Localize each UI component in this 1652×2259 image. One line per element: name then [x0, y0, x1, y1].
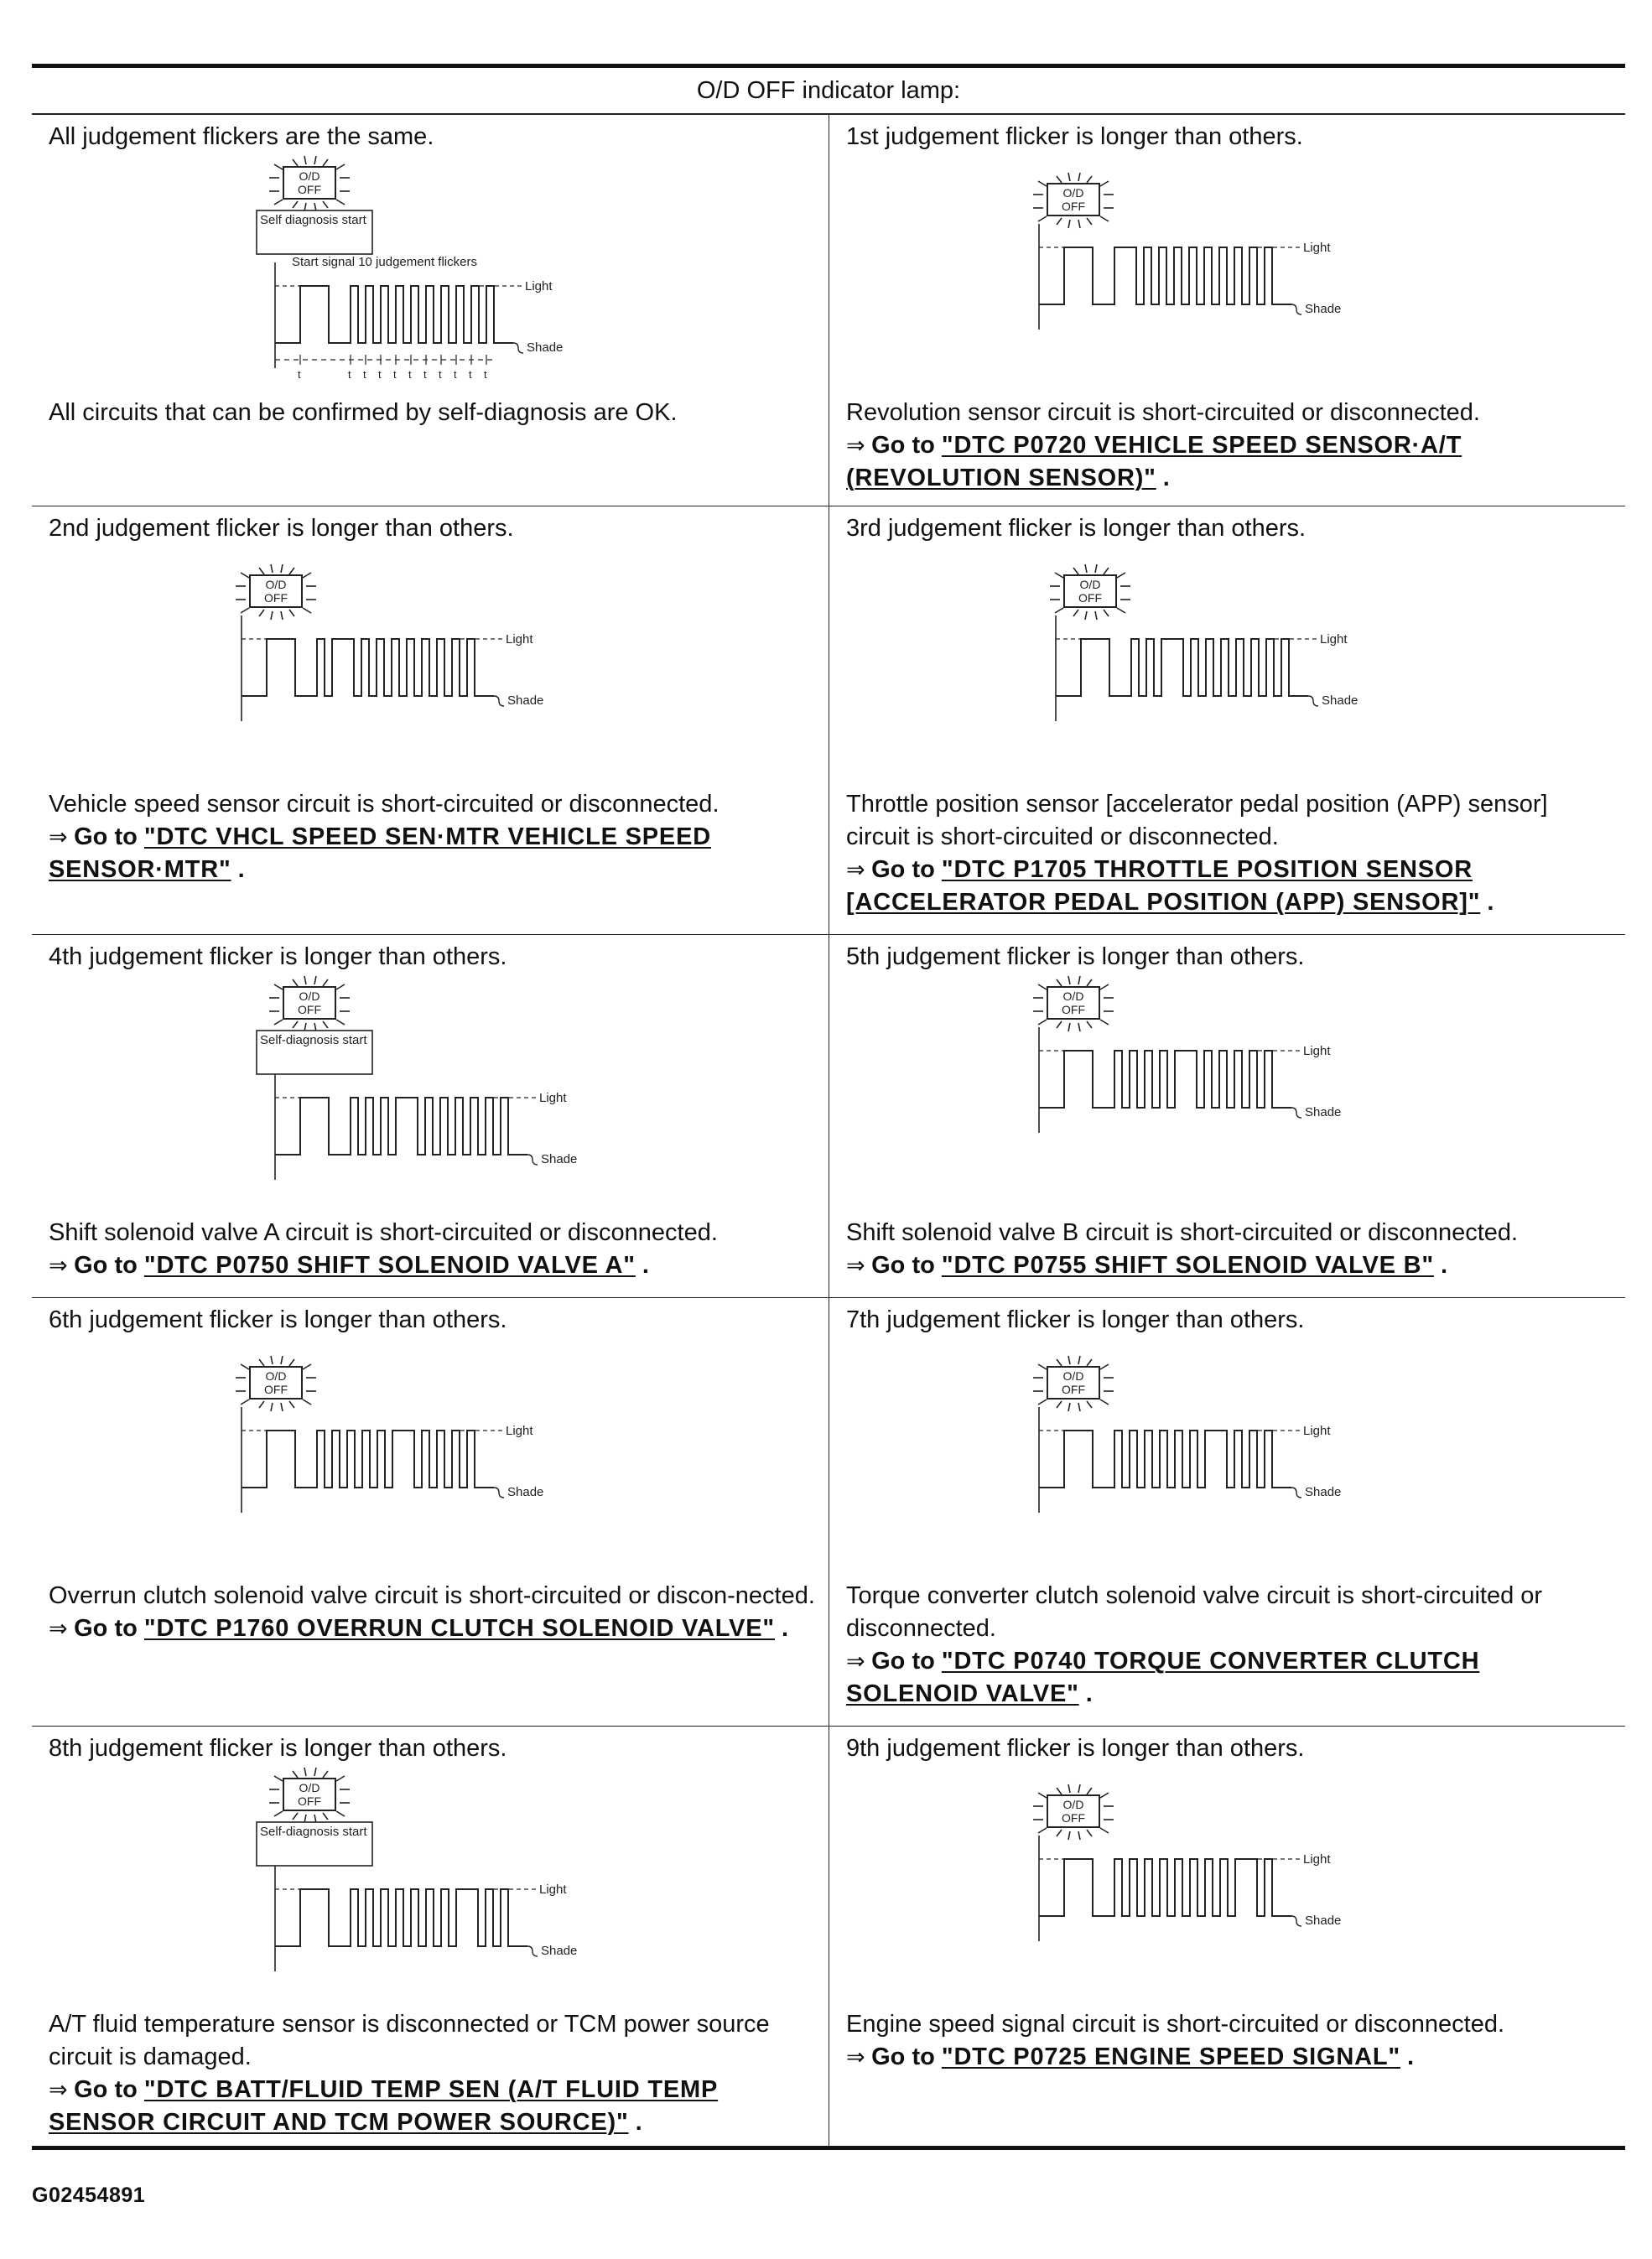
light-label: Light [506, 632, 533, 647]
light-label: Light [1303, 1044, 1331, 1058]
diagram-area [846, 153, 1613, 397]
self-diagnosis-note [257, 1031, 372, 1074]
flicker-diagram [846, 1765, 1342, 2008]
time-tick-label: t [439, 368, 442, 381]
flicker-diagram [846, 974, 1342, 1217]
cell-result: Vehicle speed sensor circuit is short-circuited or disconnected. [49, 791, 720, 818]
flicker-waveform [1039, 1859, 1291, 1916]
diagnosis-cell [32, 115, 829, 436]
arrow-icon: ⇒ [846, 2044, 872, 2069]
arrow-icon: ⇒ [49, 1616, 75, 1641]
goto-line [846, 854, 1613, 919]
lamp-icon [1033, 1784, 1114, 1840]
goto-suffix: . [1487, 889, 1494, 916]
diagram-area [49, 974, 817, 1217]
diagnosis-cell [32, 1727, 829, 2146]
cell-heading: 7th judgement flicker is longer than others. [846, 1306, 1305, 1333]
shade-label: Shade [507, 693, 544, 708]
diagnosis-cell [829, 1298, 1625, 1717]
diagram-area [49, 153, 817, 397]
cell-result: All circuits that can be confirmed by self-diagnosis are OK. [49, 399, 678, 426]
goto-suffix: . [1162, 465, 1170, 491]
flicker-diagram [846, 153, 1342, 397]
diagnosis-cell [32, 1298, 829, 1652]
lamp-icon [1033, 173, 1114, 228]
flicker-waveform [1039, 247, 1291, 304]
dtc-link[interactable]: "DTC P0725 ENGINE SPEED SIGNAL" [941, 2043, 1400, 2070]
table-cell [32, 114, 829, 506]
lamp-label-bottom: OFF [264, 1383, 288, 1396]
table-header-row [32, 66, 1625, 115]
diagnosis-cell [32, 506, 829, 893]
arrow-icon: ⇒ [49, 2077, 75, 2102]
diagnosis-cell [829, 506, 1625, 926]
table-row [32, 506, 1625, 935]
flicker-waveform [242, 639, 494, 696]
goto-suffix: . [782, 1615, 789, 1642]
diagram-area [49, 1765, 817, 2008]
table-row [32, 1727, 1625, 2148]
lamp-label-bottom: OFF [1062, 1003, 1085, 1016]
shade-label: Shade [1305, 1914, 1342, 1928]
flicker-waveform [275, 1889, 527, 1946]
shade-label: Shade [1305, 302, 1342, 316]
lamp-icon [236, 1356, 316, 1411]
goto-label: Go to [871, 856, 935, 883]
dtc-link[interactable]: "DTC BATT/FLUID TEMP SEN (A/T FLUID TEMP SENSOR CIRCUIT AND TCM POWER SOURCE)" [49, 2076, 719, 2136]
shade-label: Shade [1305, 1485, 1342, 1499]
time-ticks [275, 355, 496, 381]
self-diagnosis-note [257, 210, 372, 254]
cell-heading: 5th judgement flicker is longer than others. [846, 943, 1305, 970]
goto-suffix: . [1085, 1680, 1093, 1707]
arrow-icon: ⇒ [49, 1253, 75, 1278]
table-row [32, 1298, 1625, 1727]
goto-label: Go to [871, 1252, 935, 1279]
flicker-diagram [49, 1765, 578, 2008]
time-tick-label: t [469, 368, 472, 381]
diagnosis-cell [829, 1727, 1625, 2080]
goto-label: Go to [74, 1252, 138, 1279]
flicker-waveform [242, 1431, 494, 1488]
cell-result: Overrun clutch solenoid valve circuit is short-circuited or discon-nected. [49, 1582, 815, 1609]
cell-heading: 3rd judgement flicker is longer than others. [846, 515, 1307, 542]
goto-line [846, 1645, 1613, 1711]
cell-heading: 9th judgement flicker is longer than others. [846, 1735, 1305, 1762]
lamp-label-bottom: OFF [1062, 1811, 1085, 1825]
flicker-diagram [49, 545, 544, 788]
dtc-link[interactable]: "DTC P0720 VEHICLE SPEED SENSOR·A/T (REVOLUTION SENSOR)" [846, 432, 1462, 491]
lamp-label-top: O/D [1062, 186, 1084, 200]
flicker-diagram [846, 1337, 1342, 1580]
lamp-label-top: O/D [299, 169, 320, 183]
flicker-waveform [1039, 1051, 1291, 1108]
time-tick-label: t [298, 368, 301, 381]
cell-heading: 2nd judgement flicker is longer than others. [49, 515, 514, 542]
cell-result: Engine speed signal circuit is short-circuited or disconnected. [846, 2011, 1505, 2038]
table-cell [829, 1727, 1626, 2148]
cell-result: A/T fluid temperature sensor is disconnected or TCM power source circuit is damaged. [49, 2011, 770, 2070]
goto-line [49, 2074, 817, 2139]
shade-label: Shade [527, 340, 564, 355]
table-cell [829, 1298, 1626, 1727]
lamp-icon [269, 976, 350, 1031]
time-tick-label: t [408, 368, 412, 381]
diagram-area [846, 1337, 1613, 1580]
shade-label: Shade [541, 1152, 578, 1166]
flicker-waveform [1039, 1431, 1291, 1488]
diagram-area [49, 1337, 817, 1580]
goto-suffix: . [237, 856, 245, 883]
table-cell [829, 935, 1626, 1298]
flicker-waveform [1056, 639, 1308, 696]
table-header: O/D OFF indicator lamp: [32, 66, 1625, 115]
flicker-diagram [49, 1337, 544, 1580]
goto-suffix: . [635, 2109, 642, 2136]
diagram-area [49, 545, 817, 788]
lamp-icon [236, 564, 316, 620]
goto-suffix: . [1407, 2043, 1415, 2070]
shade-label: Shade [1322, 693, 1358, 708]
self-diagnosis-label: Self-diagnosis start [260, 1033, 367, 1047]
shade-label: Shade [541, 1944, 578, 1958]
dtc-link[interactable]: "DTC P1760 OVERRUN CLUTCH SOLENOID VALVE" [143, 1615, 775, 1642]
goto-label: Go to [871, 2043, 935, 2070]
start-signal-caption: Start signal 10 judgement flickers [292, 255, 477, 269]
flicker-diagram [49, 974, 578, 1217]
dtc-link[interactable]: "DTC P0750 SHIFT SOLENOID VALVE A" [143, 1252, 636, 1279]
lamp-icon [1050, 564, 1130, 620]
goto-label: Go to [871, 1648, 935, 1675]
lamp-label-top: O/D [1062, 1798, 1084, 1811]
lamp-label-bottom: OFF [264, 591, 288, 605]
time-tick-label: t [454, 368, 457, 381]
shade-label: Shade [507, 1485, 544, 1499]
lamp-label-top: O/D [1079, 578, 1101, 591]
shade-label: Shade [1305, 1105, 1342, 1119]
dtc-link[interactable]: "DTC VHCL SPEED SEN·MTR VEHICLE SPEED SENSOR·MTR" [49, 823, 711, 883]
cell-result: Throttle position sensor [accelerator pedal position (APP) sensor] circuit is short-circuited or disconnected. [846, 791, 1548, 850]
light-label: Light [1320, 632, 1348, 647]
lamp-label-bottom: OFF [298, 1794, 321, 1808]
lamp-label-top: O/D [265, 1369, 287, 1383]
time-tick-label: t [423, 368, 427, 381]
lamp-label-bottom: OFF [1078, 591, 1102, 605]
table-row [32, 114, 1625, 506]
dtc-link[interactable]: "DTC P0740 TORQUE CONVERTER CLUTCH SOLENOID VALVE" [846, 1648, 1480, 1707]
table-cell [32, 935, 829, 1298]
goto-label: Go to [74, 2076, 138, 2103]
light-label: Light [539, 1882, 567, 1897]
cell-heading: All judgement flickers are the same. [49, 123, 434, 150]
cell-heading: 4th judgement flicker is longer than others. [49, 943, 507, 970]
lamp-label-top: O/D [265, 578, 287, 591]
light-label: Light [506, 1424, 533, 1438]
arrow-icon: ⇒ [846, 857, 872, 882]
flicker-diagram [49, 153, 564, 397]
goto-label: Go to [74, 1615, 138, 1642]
table-cell [32, 1298, 829, 1727]
goto-line [49, 1249, 817, 1282]
lamp-icon [269, 1768, 350, 1823]
time-tick-label: t [363, 368, 366, 381]
cell-result: Shift solenoid valve B circuit is short-circuited or disconnected. [846, 1219, 1519, 1246]
light-label: Light [1303, 1852, 1331, 1867]
table-cell [32, 1727, 829, 2148]
lamp-icon [269, 156, 350, 211]
diagnosis-cell [829, 115, 1625, 501]
self-diagnosis-label: Self diagnosis start [260, 213, 366, 227]
goto-suffix: . [1440, 1252, 1448, 1279]
goto-line [49, 1612, 817, 1645]
lamp-icon [1033, 1356, 1114, 1411]
arrow-icon: ⇒ [49, 824, 75, 849]
table-cell [829, 506, 1626, 935]
lamp-label-top: O/D [1062, 989, 1084, 1003]
flicker-waveform [275, 286, 513, 343]
diagnosis-cell [32, 935, 829, 1289]
lamp-label-bottom: OFF [1062, 200, 1085, 213]
lamp-label-top: O/D [1062, 1369, 1084, 1383]
table-row [32, 935, 1625, 1298]
arrow-icon: ⇒ [846, 1649, 872, 1674]
cell-result: Shift solenoid valve A circuit is short-circuited or disconnected. [49, 1219, 718, 1246]
time-tick-label: t [348, 368, 351, 381]
arrow-icon: ⇒ [846, 1253, 872, 1278]
lamp-label-bottom: OFF [298, 183, 321, 196]
lamp-label-bottom: OFF [1062, 1383, 1085, 1396]
time-tick-label: t [378, 368, 382, 381]
goto-suffix: . [642, 1252, 649, 1279]
arrow-icon: ⇒ [846, 433, 872, 458]
flicker-waveform [275, 1098, 527, 1155]
dtc-link[interactable]: "DTC P1705 THROTTLE POSITION SENSOR [ACCELERATOR PEDAL POSITION (APP) SENSOR]" [846, 856, 1481, 916]
light-label: Light [539, 1091, 567, 1105]
time-tick-label: t [393, 368, 397, 381]
cell-heading: 1st judgement flicker is longer than others. [846, 123, 1303, 150]
diagnosis-table [32, 64, 1625, 2150]
goto-line [846, 1249, 1613, 1282]
goto-line [846, 2041, 1613, 2074]
figure-id: G02454891 [32, 2184, 146, 2207]
self-diagnosis-label: Self-diagnosis start [260, 1825, 367, 1839]
dtc-link[interactable]: "DTC P0755 SHIFT SOLENOID VALVE B" [941, 1252, 1434, 1279]
self-diagnosis-note [257, 1822, 372, 1866]
time-tick-label: t [484, 368, 487, 381]
flicker-diagram [846, 545, 1358, 788]
cell-heading: 8th judgement flicker is longer than others. [49, 1735, 507, 1762]
goto-line [846, 429, 1613, 495]
cell-result: Revolution sensor circuit is short-circuited or disconnected. [846, 399, 1480, 426]
light-label: Light [1303, 1424, 1331, 1438]
cell-heading: 6th judgement flicker is longer than others. [49, 1306, 507, 1333]
lamp-label-top: O/D [299, 989, 320, 1003]
table-cell [32, 506, 829, 935]
light-label: Light [525, 279, 553, 293]
diagram-area [846, 1765, 1613, 2008]
goto-line [49, 821, 817, 886]
lamp-icon [1033, 976, 1114, 1031]
light-label: Light [1303, 241, 1331, 255]
diagram-area [846, 545, 1613, 788]
diagnosis-cell [829, 935, 1625, 1289]
lamp-label-bottom: OFF [298, 1003, 321, 1016]
cell-result: Torque converter clutch solenoid valve circuit is short-circuited or disconnected. [846, 1582, 1543, 1642]
lamp-label-top: O/D [299, 1781, 320, 1794]
diagram-area [846, 974, 1613, 1217]
goto-label: Go to [871, 432, 935, 459]
table-cell [829, 114, 1626, 506]
goto-label: Go to [74, 823, 138, 850]
